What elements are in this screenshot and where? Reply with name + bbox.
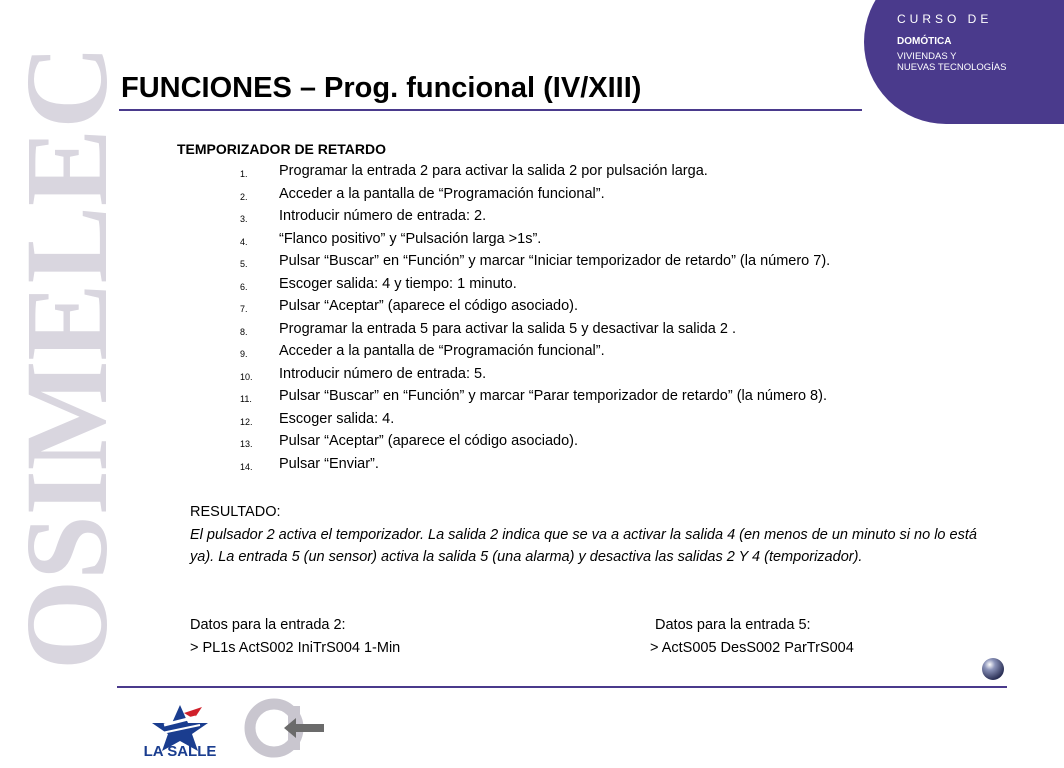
datos-right-code: > ActS005 DesS002 ParTrS004 [650, 639, 854, 656]
step-item [230, 388, 990, 411]
step-text: Pulsar “Aceptar” (aparece el código asociado). [279, 298, 579, 314]
step-item [230, 231, 990, 254]
step-item [230, 343, 990, 366]
course-line-domotica: DOMÓTICA [897, 36, 952, 47]
step-text: Pulsar “Aceptar” (aparece el código asociado). [279, 433, 579, 449]
step-text: Programar la entrada 2 para activar la salida 2 por pulsación larga. [279, 163, 708, 179]
step-item [230, 456, 990, 479]
step-number: 8. [240, 326, 248, 337]
step-number: 12. [240, 416, 253, 427]
datos-left-code: > PL1s ActS002 IniTrS004 1-Min [190, 639, 401, 656]
datos-left-heading: Datos para la entrada 2: [190, 617, 346, 633]
steps-list [230, 163, 990, 478]
slide-title: FUNCIONES – Prog. funcional (IV/XIII) [121, 72, 642, 104]
datos-entrada-2 [190, 614, 400, 659]
step-item [230, 433, 990, 456]
step-text: Escoger salida: 4 y tiempo: 1 minuto. [279, 275, 517, 292]
step-number: 9. [240, 349, 248, 359]
step-number: 11. [240, 394, 252, 404]
title-divider [119, 109, 862, 111]
step-text: Pulsar “Enviar”. [279, 455, 379, 472]
step-item [230, 208, 990, 231]
datos-right-heading: Datos para la entrada 5: [655, 617, 811, 633]
step-item [230, 186, 990, 209]
step-number: 4. [240, 236, 248, 247]
step-item [230, 163, 990, 186]
step-number: 6. [240, 281, 248, 292]
step-text: Introducir número de entrada: 5. [279, 365, 487, 382]
step-number: 13. [240, 439, 253, 449]
step-item [230, 298, 990, 321]
step-item [230, 276, 990, 299]
alpha-logo-icon [244, 696, 328, 760]
step-number: 10. [240, 371, 253, 382]
step-text: Acceder a la pantalla de “Programación funcional”. [279, 185, 605, 202]
step-item [230, 366, 990, 389]
step-text: Pulsar “Buscar” en “Función” y marcar “Parar temporizador de retardo” (la número 8). [279, 388, 827, 404]
sphere-icon [981, 657, 1005, 681]
course-line-curso: CURSO DE [897, 12, 993, 26]
step-number: 7. [240, 304, 248, 314]
step-number: 14. [240, 461, 253, 472]
step-text: Programar la entrada 5 para activar la salida 5 y desactivar la salida 2 . [279, 320, 736, 337]
section-title: TEMPORIZADOR DE RETARDO [177, 141, 386, 157]
course-line-viviendas: VIVIENDAS Y [897, 51, 957, 62]
result-heading: RESULTADO: [190, 504, 281, 520]
step-item [230, 253, 990, 276]
lasalle-logo-text: LA SALLE [143, 743, 217, 760]
step-number: 5. [240, 259, 248, 269]
step-number: 3. [240, 214, 248, 224]
step-number: 1. [240, 169, 248, 179]
course-badge-text [897, 12, 1006, 73]
step-text: Pulsar “Buscar” en “Función” y marcar “Iniciar temporizador de retardo” (la número 7). [279, 253, 831, 269]
step-item [230, 411, 990, 434]
result-block [190, 501, 980, 569]
step-text: Escoger salida: 4. [279, 410, 395, 427]
osimelec-watermark [1, 33, 132, 670]
course-line-tecnologias: NUEVAS TECNOLOGÍAS [897, 62, 1007, 73]
footer-divider [117, 686, 1007, 688]
watermark-text: OSIMELEC [1, 33, 132, 670]
datos-entrada-5 [650, 614, 854, 659]
step-number: 2. [240, 191, 248, 202]
result-body: El pulsador 2 activa el temporizador. La salida 2 indica que se va a activar la salida 4 (en menos de un minuto si no lo está ya). La entrada 5 (un sensor) activa la salida 5 (una alarma) y desactiva las salidas 2 Y 4 (temporizador). [190, 526, 977, 565]
step-text: Acceder a la pantalla de “Programación funcional”. [279, 343, 605, 359]
step-text: “Flanco positivo” y “Pulsación larga >1s”. [279, 230, 542, 247]
step-item [230, 321, 990, 344]
step-text: Introducir número de entrada: 2. [279, 208, 487, 224]
